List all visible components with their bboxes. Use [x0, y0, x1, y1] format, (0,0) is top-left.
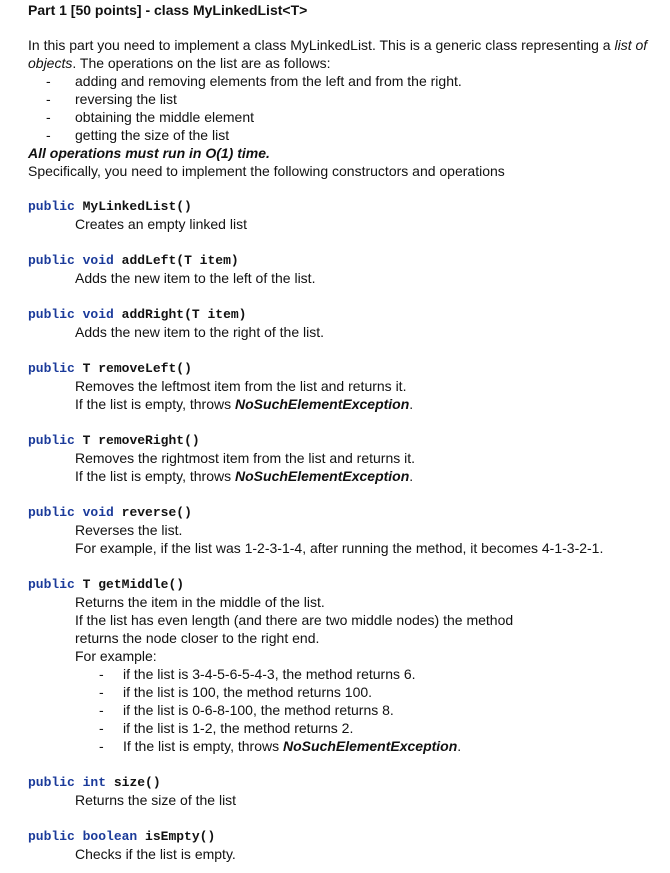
method-signature	[28, 504, 668, 521]
list-item: - if the list is 100, the method returns 100.	[75, 683, 668, 701]
list-item: - reversing the list	[28, 90, 668, 108]
intro-italic: list of objects	[28, 37, 648, 71]
list-item: - if the list is 1-2, the method returns 2.	[75, 719, 668, 737]
signature-name: isEmpty()	[145, 829, 216, 844]
exception-line	[75, 395, 668, 413]
exception-suffix: .	[457, 738, 462, 754]
signature-return-type: int	[82, 775, 107, 790]
method-signature	[28, 774, 668, 791]
description-line: If the list has even length (and there are two middle nodes) the method	[75, 612, 514, 628]
description-line: Creates an empty linked list	[75, 216, 247, 232]
signature-modifier: public	[28, 307, 75, 322]
exception-suffix: .	[409, 396, 414, 412]
signature-return-type: boolean	[82, 829, 138, 844]
exception-prefix: If the list is empty, throws	[75, 396, 236, 412]
intro-text-end: . The operations on the list are as follows:	[72, 55, 331, 71]
method-description	[75, 269, 668, 287]
method-description	[75, 845, 668, 863]
method-signature	[28, 306, 668, 323]
signature-name: removeRight()	[98, 433, 200, 448]
exception-name: NoSuchElementException	[235, 468, 410, 484]
method-description	[75, 521, 668, 557]
method-signature	[28, 252, 668, 269]
method-addLeft	[28, 252, 668, 287]
method-size	[28, 774, 668, 809]
method-getMiddle	[28, 576, 668, 755]
description-line: Returns the size of the list	[75, 792, 237, 808]
signature-modifier: public	[28, 577, 75, 592]
list-item	[75, 737, 668, 755]
signature-return-type: T	[82, 577, 91, 592]
intro-section	[28, 36, 668, 180]
description-line: Returns the item in the middle of the list.	[75, 594, 325, 610]
signature-return-type: T	[82, 433, 91, 448]
signature-name: getMiddle()	[98, 577, 185, 592]
description-line: For example:	[75, 648, 157, 664]
signature-name: addLeft(T item)	[121, 253, 239, 268]
lead-text: Specifically, you need to implement the following constructors and operations	[28, 163, 505, 179]
method-removeRight	[28, 432, 668, 485]
list-item: - if the list is 0-6-8-100, the method returns 8.	[75, 701, 668, 719]
method-signature	[28, 828, 668, 845]
method-description	[75, 791, 668, 809]
description-line: Adds the new item to the right of the list.	[75, 324, 325, 340]
signature-modifier: public	[28, 361, 75, 376]
method-description	[75, 215, 668, 233]
signature-return-type: T	[82, 361, 91, 376]
exception-suffix: .	[409, 468, 414, 484]
exception-name: NoSuchElementException	[283, 738, 458, 754]
exception-name: NoSuchElementException	[235, 396, 410, 412]
signature-modifier: public	[28, 829, 75, 844]
method-removeLeft	[28, 360, 668, 413]
description-line: Removes the rightmost item from the list and returns it.	[75, 450, 416, 466]
examples-list	[75, 665, 668, 755]
method-description	[75, 377, 668, 413]
method-signature	[28, 198, 668, 215]
method-description	[75, 323, 668, 341]
signature-return-type: void	[82, 253, 114, 268]
method-isEmpty	[28, 828, 668, 863]
signature-return-type: void	[82, 307, 114, 322]
list-item: - getting the size of the list	[28, 126, 668, 144]
signature-modifier: public	[28, 253, 75, 268]
list-item: - obtaining the middle element	[28, 108, 668, 126]
list-item: - if the list is 3-4-5-6-5-4-3, the method returns 6.	[75, 665, 668, 683]
operations-list	[28, 72, 668, 144]
signature-name: MyLinkedList()	[82, 199, 192, 214]
signature-name: addRight(T item)	[121, 307, 247, 322]
method-constructor	[28, 198, 668, 233]
exception-prefix: If the list is empty, throws	[123, 738, 284, 754]
signature-modifier: public	[28, 433, 75, 448]
intro-text: In this part you need to implement a class MyLinkedList. This is a generic class representing a	[28, 37, 615, 53]
list-item: - adding and removing elements from the left and from the right.	[28, 72, 668, 90]
method-addRight	[28, 306, 668, 341]
description-line: For example, if the list was 1-2-3-1-4, after running the method, it becomes 4-1-3-2-1.	[75, 540, 604, 556]
signature-name: removeLeft()	[98, 361, 192, 376]
description-line: Checks if the list is empty.	[75, 846, 236, 862]
signature-modifier: public	[28, 505, 75, 520]
intro-paragraph	[28, 36, 668, 72]
method-description	[75, 593, 668, 755]
method-signature	[28, 432, 668, 449]
description-line: returns the node closer to the right end.	[75, 630, 320, 646]
signature-modifier: public	[28, 199, 75, 214]
signature-name: reverse()	[121, 505, 192, 520]
exception-line	[75, 467, 668, 485]
requirement-note: All operations must run in O(1) time.	[28, 145, 270, 161]
method-signature	[28, 576, 668, 593]
description-line: Reverses the list.	[75, 522, 183, 538]
signature-modifier: public	[28, 775, 75, 790]
page-title: Part 1 [50 points] - class MyLinkedList<T>	[28, 2, 308, 18]
method-reverse	[28, 504, 668, 557]
signature-name: size()	[113, 775, 161, 790]
description-line: Adds the new item to the left of the list.	[75, 270, 316, 286]
exception-prefix: If the list is empty, throws	[75, 468, 236, 484]
method-signature	[28, 360, 668, 377]
method-description	[75, 449, 668, 485]
description-line: Removes the leftmost item from the list and returns it.	[75, 378, 407, 394]
signature-return-type: void	[82, 505, 114, 520]
